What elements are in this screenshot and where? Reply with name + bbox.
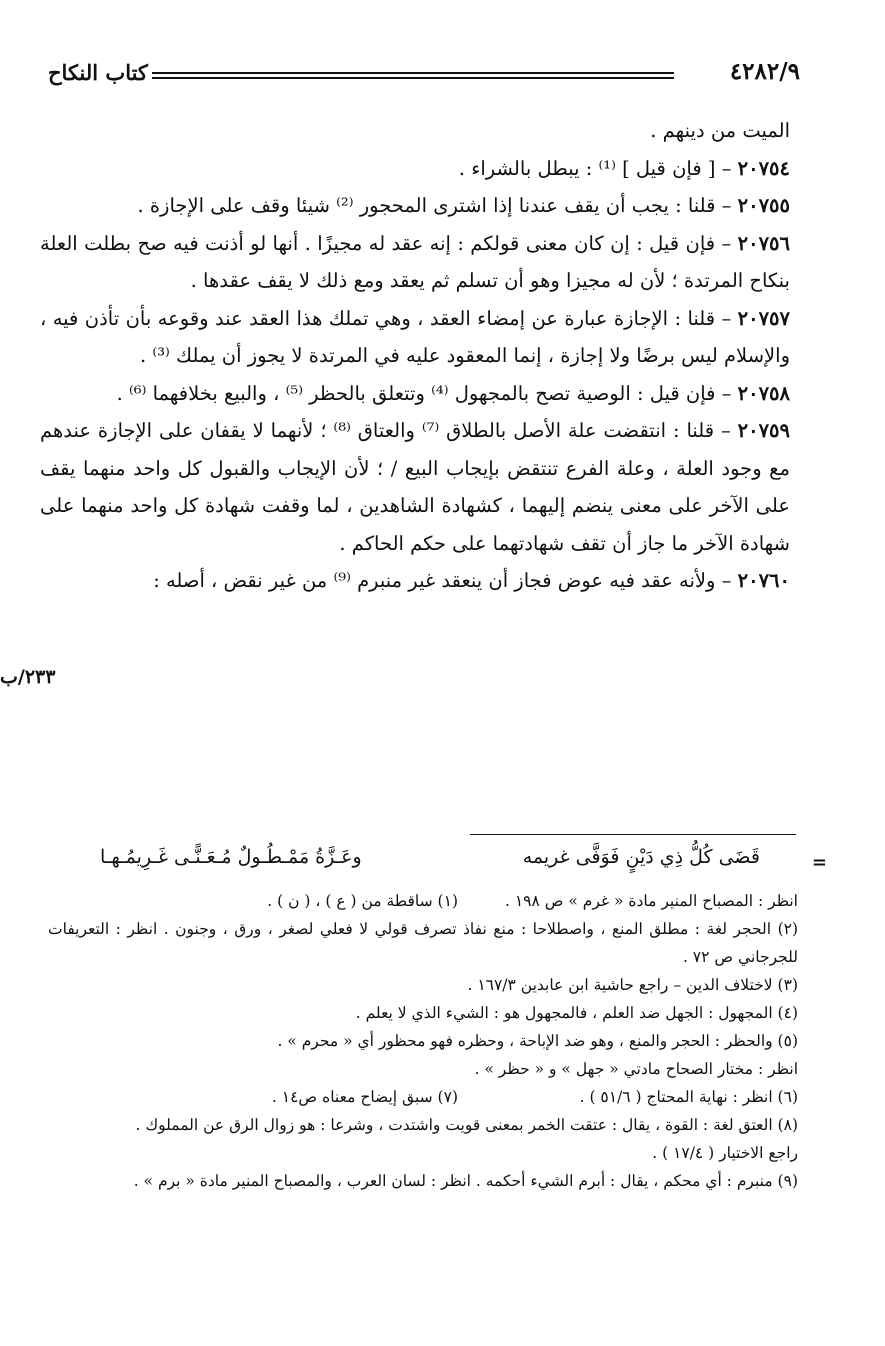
paragraph-20760 (40, 562, 790, 600)
poem-verse (100, 846, 780, 878)
paragraph-number: ٢٠٧٦٠ (737, 569, 790, 592)
header-rule (152, 72, 674, 79)
paragraph-text: – ولأنه عقد فيه عوض فجاز أن ينعقد غير منبرم ⁽⁹⁾ من غير نقض ، أصله : (153, 569, 738, 592)
paragraph-number: ٢٠٧٥٧ (737, 306, 790, 330)
footnotes (48, 887, 798, 1195)
footnote-6: (٦) انظر : نهاية المحتاج ( ٥١/٦ ) . (579, 1088, 798, 1106)
footnote-7: (٧) سبق إيضاح معناه ص١٤ . (271, 1088, 458, 1106)
paragraph-number: ٢٠٧٥٥ (737, 194, 790, 217)
paragraph-20756 (40, 225, 790, 300)
footnote-3: (٣) لاختلاف الدين – راجع حاشية ابن عابدين ١٦٧/٣ . (467, 976, 798, 994)
continuation-mark: = (811, 852, 827, 873)
footnote-2: (٢) الحجر لغة : مطلق المنع ، واصطلاحا : منع نفاذ تصرف قولي لا فعلي لصغر ، ورق ، وجنون . انظر : التعريفات للجرجاني ص ٧٢ . (48, 920, 799, 966)
footnote-8-source: راجع الاختيار ( ١٧/٤ ) . (652, 1144, 798, 1162)
page-number: ٤٢٨٢/٩ (729, 58, 800, 85)
paragraph-20759 (40, 412, 790, 562)
paragraph-number: ٢٠٧٥٦ (737, 231, 790, 255)
footnote-separator (470, 834, 796, 835)
running-header (48, 58, 800, 98)
book-title: كتاب النكاح (48, 60, 148, 85)
paragraph-20754 (40, 150, 790, 188)
footnote-8: (٨) العتق لغة : القوة ، يقال : عتقت الخمر بمعنى قويت واشتدت ، وشرعا : هو زوال الرق عن المملوك . (135, 1116, 798, 1134)
paragraph-number: ٢٠٧٥٤ (737, 156, 790, 180)
paragraph-text: – قلنا : يجب أن يقف عندنا إذا اشترى المحجور ⁽²⁾ شيئا وقف على الإجازة . (137, 194, 738, 217)
main-text (40, 112, 790, 600)
footnote-line (48, 887, 798, 915)
footnote-text: انظر : المصباح المنير مادة « غرم » ص ١٩٨ . (504, 892, 798, 910)
poem-hemistich-2: وعَـزَّةُ مَمْـطُـولٌ مُـعَـنًّـى غَـرِيمُـهـا (100, 846, 362, 868)
paragraph-number: ٢٠٧٥٨ (737, 381, 790, 405)
paragraph-20758 (40, 375, 790, 413)
paragraph-text: – فإن قيل : إن كان معنى قولكم : إنه عقد له مجيزًا . أنها لو أذنت فيه صح بطلت العلة بنكاح المرتدة ؛ لأن له مجيزا وهو أن تسلم ثم يعقد ومع ذلك لا يقف عقدها . (40, 231, 790, 292)
footnote-4: (٤) المجهول : الجهل ضد العلم ، فالمجهول هو : الشيء الذي لا يعلم . (355, 1004, 798, 1022)
paragraph-text: – فإن قيل : الوصية تصح بالمجهول ⁽⁴⁾ وتتعلق بالحظر ⁽⁵⁾ ، والبيع بخلافهما ⁽⁶⁾ . (116, 381, 738, 405)
paragraph-text: – قلنا : انتقضت علة الأصل بالطلاق ⁽⁷⁾ والعتاق ⁽⁸⁾ ؛ لأنهما لا يقفان على الإجازة عندهم مع وجود العلة ، وعلة الفرع تنتقض بإيجاب البيع / ؛ لأن الإيجاب والقبول كل واحد منهما يقف على الآخر على معنى ينضم إليهما ، كشهادة الشاهدين ، لما وقفت شهادة كل واحد منهما على شهادة الآخر ما جاز أن تقف شهادتهما على حكم الحاكم . (40, 419, 790, 555)
paragraph-0 (40, 112, 790, 150)
paragraph-20755 (40, 187, 790, 225)
paragraph-20757 (40, 300, 790, 375)
footnote-line (48, 1083, 798, 1111)
footnote-9: (٩) منبرم : أي محكم ، يقال : أبرم الشيء أحكمه . انظر : لسان العرب ، والمصباح المنير مادة « برم » . (133, 1172, 798, 1190)
paragraph-text: – [ فإن قيل ] ⁽¹⁾ : يبطل بالشراء . (458, 156, 738, 180)
poem-hemistich-1: قَضَى كُلُّ ذِي دَيْنٍ فَوَفَّى غريمه (522, 846, 760, 868)
footnote-5: (٥) والحظر : الحجر والمنع ، وهو ضد الإباحة ، وحظره فهو محظور أي « محرم » . (277, 1032, 798, 1050)
footnote-1: (١) ساقطة من ( ع ) ، ( ن ) . (267, 892, 458, 910)
paragraph-number: ٢٠٧٥٩ (737, 419, 791, 442)
paragraph-text: – قلنا : الإجازة عبارة عن إمضاء العقد ، وهي تملك هذا العقد عند وقوعه بأن تأذن فيه ، والإسلام ليس برضًا ولا إجازة ، إنما المعقود عليه في المرتدة لا يجوز أن يملك ⁽³⁾ . (40, 306, 790, 367)
manuscript-folio-note: ٢٣٣/ب (0, 666, 56, 688)
footnote-5-source: انظر : مختار الصحاح مادتي « جهل » و « حظر » . (474, 1060, 798, 1078)
paragraph-text: الميت من دينهم . (650, 119, 790, 142)
